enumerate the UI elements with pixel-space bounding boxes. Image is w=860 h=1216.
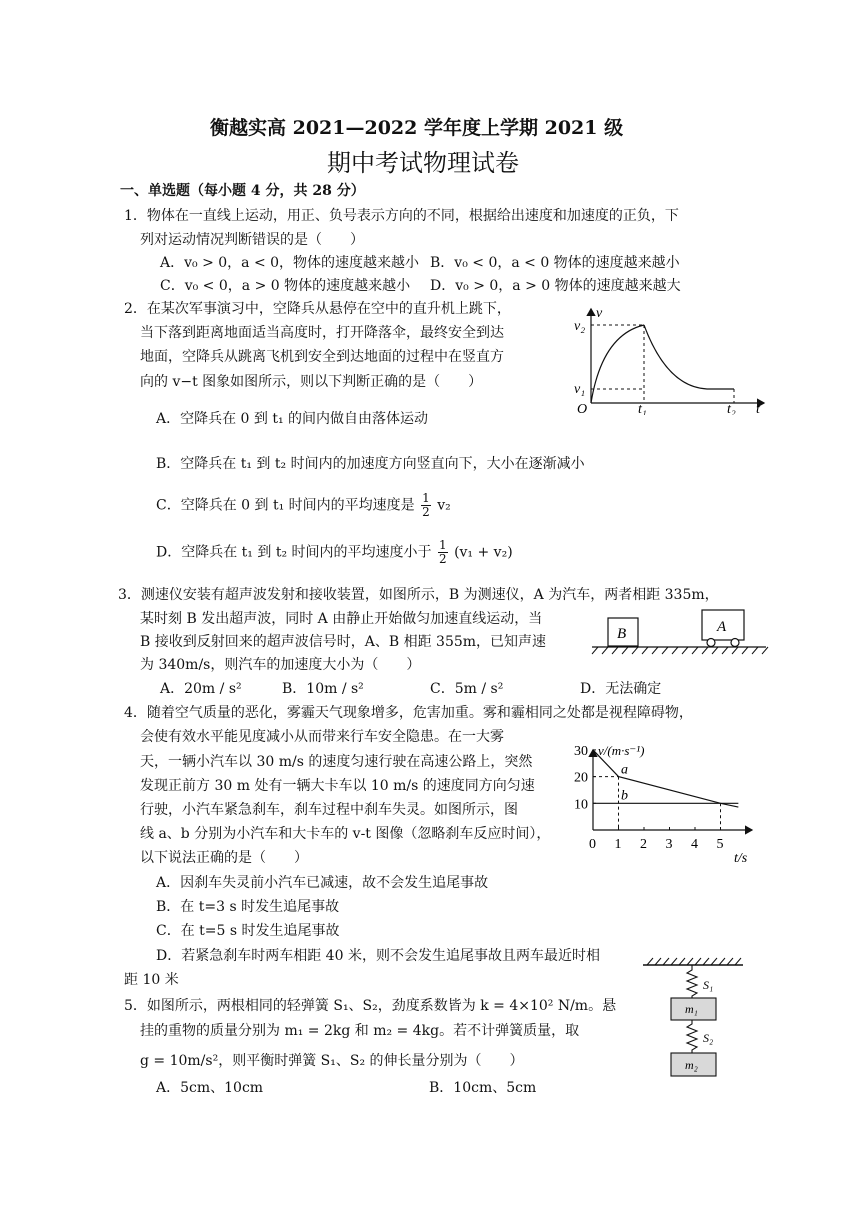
car-label: A bbox=[717, 619, 727, 635]
q4-vt-graph bbox=[572, 742, 762, 872]
t-axis-label: t bbox=[756, 402, 760, 415]
x-tick-label: 4 bbox=[691, 837, 698, 852]
spring-s1 bbox=[687, 965, 697, 998]
t1-label: t₁ bbox=[638, 402, 647, 415]
q4-stem: 4．随着空气质量的恶化，雾霾天气现象增多，危害加重。雾和霾相同之处都是视程障碍物， bbox=[124, 705, 693, 721]
q5-springs-figure bbox=[643, 956, 743, 1081]
q3-option-c: C．5m / s² bbox=[430, 681, 504, 697]
q5-stem: 挂的重物的质量分别为 m₁ = 2kg 和 m₂ = 4kg。若不计弹簧质量，取 bbox=[140, 1023, 580, 1039]
v1-label: v₁ bbox=[574, 382, 586, 397]
x-tick-label: 5 bbox=[716, 837, 724, 852]
q4-stem: 会使有效水平能见度减小从而带来行车安全隐患。在一大雾 bbox=[140, 729, 504, 745]
q2-option-d bbox=[156, 539, 513, 566]
q2-option-c bbox=[156, 492, 451, 519]
spring-s2-label: S₂ bbox=[703, 1031, 714, 1045]
q1-option-a: A．v₀ > 0，a < 0，物体的速度越来越小 bbox=[160, 255, 420, 271]
curve-decelerating bbox=[644, 325, 734, 389]
v-axis-label: v bbox=[596, 306, 603, 321]
fraction-denominator: 2 bbox=[422, 505, 430, 519]
x-tick-label: 3 bbox=[665, 837, 673, 852]
q3-option-a: A．20m / s² bbox=[160, 681, 242, 697]
fraction-numerator: 1 bbox=[438, 538, 447, 552]
series-label-a: a bbox=[621, 762, 629, 778]
q3-option-d: D．无法确定 bbox=[580, 681, 662, 697]
q2-stem: 地面，空降兵从跳离飞机到安全到达地面的过程中在竖直方 bbox=[140, 349, 504, 365]
q4-stem: 线 a、b 分别为小汽车和大卡车的 v-t 图像（忽略刹车反应时间）， bbox=[140, 826, 551, 842]
ceiling-hatch bbox=[647, 958, 741, 965]
x-tick-label: 1 bbox=[614, 837, 622, 852]
q1-option-d: D．v₀ > 0，a > 0 物体的速度越来越大 bbox=[430, 278, 681, 294]
q2-option-d-var: (v₁ + v₂) bbox=[454, 544, 513, 561]
q4-option-d: 距 10 米 bbox=[124, 972, 179, 988]
q2-option-a: A．空降兵在 0 到 t₁ 的间内做自由落体运动 bbox=[156, 411, 429, 427]
q1-option-c: C．v₀ < 0，a > 0 物体的速度越来越小 bbox=[160, 278, 411, 294]
mass-m1-label: m₁ bbox=[685, 1002, 698, 1016]
q4-chart-marks bbox=[574, 744, 738, 852]
q5-stem: g = 10m/s²，则平衡时弹簧 S₁、S₂ 的伸长量分别为（ ） bbox=[140, 1053, 524, 1069]
spring-s2 bbox=[687, 1020, 697, 1053]
q4-stem: 发现正前方 30 m 处有一辆大卡车以 10 m/s 的速度同方向匀速 bbox=[140, 778, 535, 794]
q4-option-b: B．在 t=3 s 时发生追尾事故 bbox=[156, 899, 340, 915]
q3-option-b: B．10m / s² bbox=[282, 681, 364, 697]
fraction bbox=[438, 539, 448, 566]
ground-hatch bbox=[592, 647, 768, 654]
meter-label: B bbox=[617, 626, 627, 642]
curve-accelerating bbox=[591, 325, 644, 403]
q2-stem: 2．在某次军事演习中，空降兵从悬停在空中的直升机上跳下， bbox=[124, 301, 511, 317]
q2-option-b: B．空降兵在 t₁ 到 t₂ 时间内的加速度方向竖直向下，大小在逐渐减小 bbox=[156, 456, 585, 472]
q3-stem: 为 340m/s，则汽车的加速度大小为（ ） bbox=[140, 657, 421, 673]
x-axis-label: t/s bbox=[734, 851, 748, 866]
q2-option-c-text: C．空降兵在 0 到 t₁ 时间内的平均速度是 bbox=[156, 497, 415, 514]
q2-option-c-var: v₂ bbox=[437, 497, 451, 514]
y-axis-label: v/(m·s⁻¹) bbox=[598, 743, 645, 758]
q3-stem: B 接收到反射回来的超声波信号时，A、B 相距 355m，已知声速 bbox=[140, 634, 547, 650]
q4-option-d: D．若紧急刹车时两车相距 40 米，则不会发生追尾事故且两车最近时相 bbox=[156, 948, 600, 964]
series-line-a bbox=[593, 750, 738, 807]
origin-label: O bbox=[577, 402, 588, 415]
q4-stem: 以下说法正确的是（ ） bbox=[140, 850, 308, 866]
q3-stem: 3．测速仪安装有超声波发射和接收装置，如图所示，B 为测速仪，A 为汽车，两者相距 335m， bbox=[118, 587, 719, 603]
q2-stem: 当下落到距离地面适当高度时，打开降落伞，最终安全到达 bbox=[140, 325, 504, 341]
section-heading: 一、单选题（每小题 4 分，共 28 分） bbox=[120, 183, 365, 199]
q5-stem: 5．如图所示，两根相同的轻弹簧 S₁、S₂，劲度系数皆为 k = 4×10² N/m。悬 bbox=[124, 998, 617, 1014]
q5-option-a: A．5cm、10cm bbox=[156, 1080, 264, 1096]
q1-option-b: B．v₀ < 0，a < 0 物体的速度越来越小 bbox=[430, 255, 680, 271]
fraction bbox=[421, 492, 431, 519]
y-tick-label: 20 bbox=[574, 770, 588, 786]
y-tick-label: 10 bbox=[574, 797, 588, 813]
exam-title-line2: 期中考试物理试卷 bbox=[327, 149, 519, 177]
q2-stem: 向的 v−t 图象如图所示，则以下判断正确的是（ ） bbox=[140, 374, 483, 390]
q2-vt-graph bbox=[572, 305, 772, 415]
v2-label: v₂ bbox=[574, 319, 586, 334]
exam-title-line1: 衡越实高 2021—2022 学年度上学期 2021 级 bbox=[210, 117, 624, 139]
y-tick-label: 30 bbox=[574, 743, 588, 759]
x-tick-label: 0 bbox=[589, 837, 596, 852]
q4-option-a: A．因刹车失灵前小汽车已减速，故不会发生追尾事故 bbox=[156, 875, 489, 891]
q4-stem: 天，一辆小汽车以 30 m/s 的速度匀速行驶在高速公路上，突然 bbox=[140, 754, 533, 770]
q4-stem: 行驶，小汽车紧急刹车，刹车过程中刹车失灵。如图所示，图 bbox=[140, 802, 518, 818]
q3-stem: 某时刻 B 发出超声波，同时 A 由静止开始做匀加速直线运动，当 bbox=[140, 611, 543, 627]
series-label-b: b bbox=[621, 788, 629, 804]
car-wheel bbox=[707, 639, 715, 647]
car-wheel bbox=[731, 639, 739, 647]
q3-speed-meter-figure bbox=[590, 608, 770, 658]
q1-stem: 1．物体在一直线上运动，用正、负号表示方向的不同，根据给出速度和加速度的正负，下 bbox=[124, 208, 679, 224]
t2-label: t₂ bbox=[727, 402, 736, 415]
q5-option-b: B．10cm、5cm bbox=[429, 1080, 537, 1096]
q2-option-d-text: D．空降兵在 t₁ 到 t₂ 时间内的平均速度小于 bbox=[156, 544, 432, 561]
fraction-denominator: 2 bbox=[438, 552, 447, 566]
spring-s1-label: S₁ bbox=[703, 978, 714, 992]
q4-option-c: C．在 t=5 s 时发生追尾事故 bbox=[156, 923, 340, 939]
x-tick-label: 2 bbox=[640, 837, 647, 852]
q1-stem: 列对运动情况判断错误的是（ ） bbox=[140, 232, 364, 248]
mass-m2-label: m₂ bbox=[685, 1058, 698, 1072]
fraction-numerator: 1 bbox=[422, 491, 430, 505]
